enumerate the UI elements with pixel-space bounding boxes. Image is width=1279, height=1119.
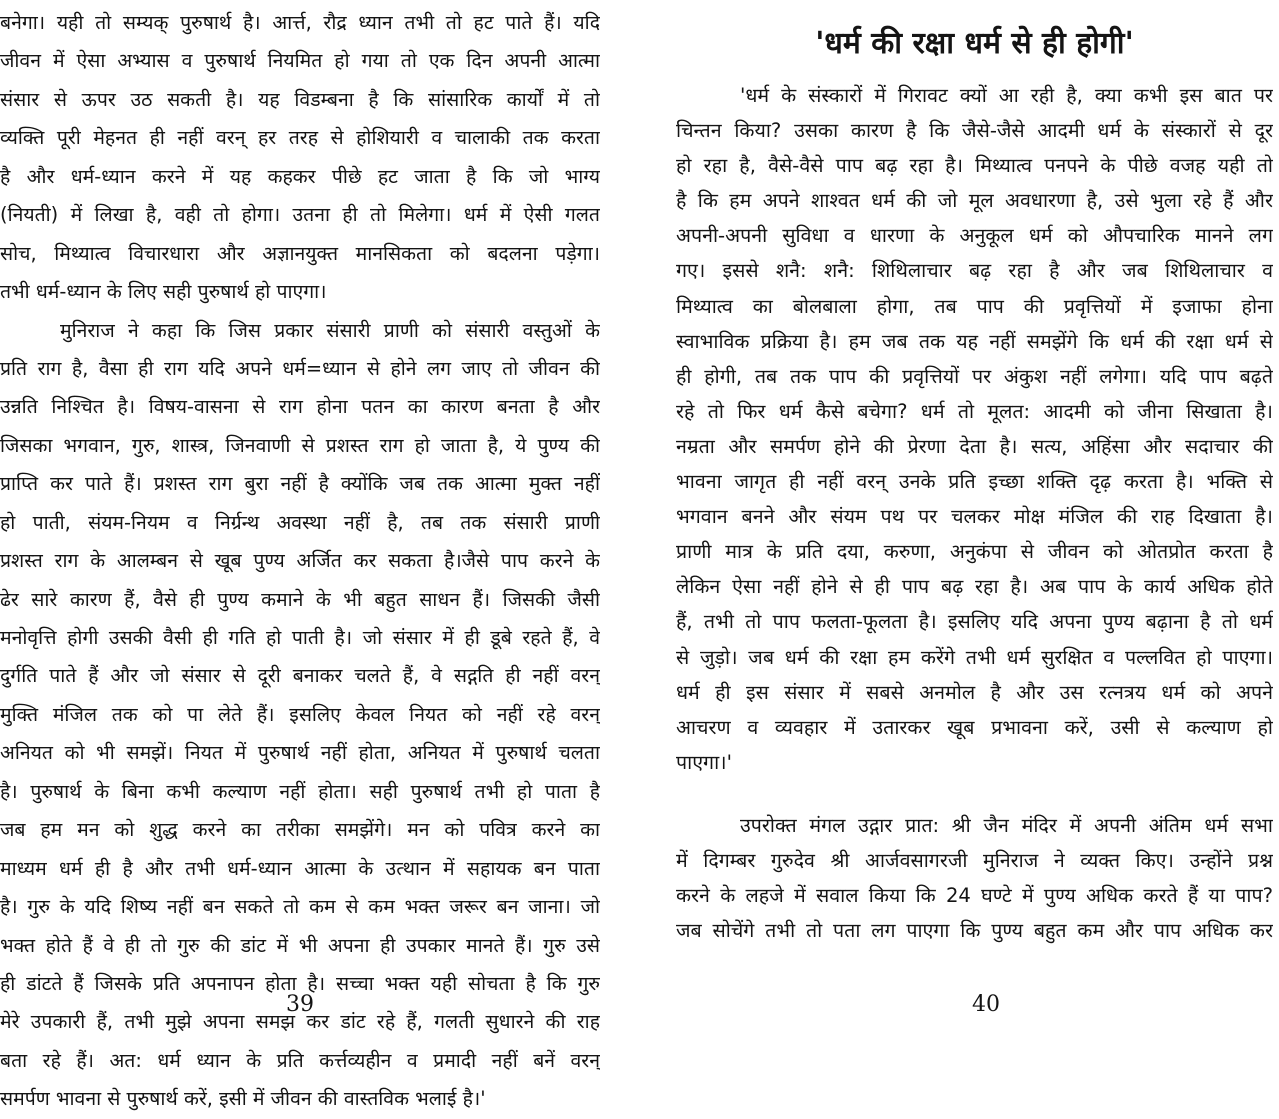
paragraph-start-line: उपरोक्त मंगल उद्गार प्रात: श्री जैन मंदिर में अपनी अंतिम धर्म सभा — [740, 813, 1273, 837]
paragraph-start-line: मुनिराज ने कहा कि जिस प्रकार संसारी प्राणी को संसारी वस्तुओं के — [60, 318, 600, 342]
text-line: (नियती) में लिखा है, वही तो होगा। उतना ही तो मिलेगा। धर्म में ऐसी गलत — [0, 203, 600, 227]
text-line: जिसका भगवान, गुरु, शास्त्र, जिनवाणी से प्रशस्त राग हो जाता है, ये पुण्य की — [0, 433, 600, 457]
text-line: बनेगा। यही तो सम्यक् पुरुषार्थ है। आर्त्त, रौद्र ध्यान तभी तो हट पाते हैं। यदि — [0, 11, 600, 34]
text-line: मेरे उपकारी हैं, तभी मुझे अपना समझ कर डांट रहे हैं, गलती सुधारने की राह — [0, 1010, 600, 1034]
text-line: दुर्गति पाते हैं और जो संसार से दूरी बनाकर चलते हैं, वे सद्गति ही नहीं वरन् — [0, 664, 600, 688]
text-line: अपनी-अपनी सुविधा व धारणा के अनुकूल धर्म को औपचारिक मानने लग — [676, 224, 1273, 248]
text-line: हैं, तभी तो पाप फलता-फूलता है। इसलिए यदि अपना पुण्य बढ़ाना है तो धर्म — [676, 610, 1273, 634]
text-line: मुक्ति मंजिल तक को पा लेते हैं। इसलिए केवल नियत को नहीं रहे वरन् — [0, 702, 600, 726]
text-line: अनियत को भी समझें। नियत में पुरुषार्थ नहीं होता, अनियत में पुरुषार्थ चलता — [0, 741, 600, 765]
text-line: प्रशस्त राग के आलम्बन से खूब पुण्य अर्जित कर सकता है।जैसे पाप करने के — [0, 549, 600, 573]
text-line: बता रहे हैं। अत: धर्म ध्यान के प्रति कर्त्तव्यहीन व प्रमादी नहीं बनें वरन् — [0, 1048, 600, 1072]
text-line: जीवन में ऐसा अभ्यास व पुरुषार्थ नियमित हो गया तो एक दिन अपनी आत्मा — [0, 49, 600, 73]
text-line: पाएगा।' — [676, 750, 732, 774]
text-line: सोच, मिथ्यात्व विचारधारा और अज्ञानयुक्त मानसिकता को बदलना पड़ेगा। — [0, 241, 600, 265]
text-line: धर्म ही इस संसार में सबसे अनमोल है और उस रत्नत्रय धर्म को अपने — [676, 680, 1273, 704]
text-line: चिन्तन किया? उसका कारण है कि जैसे-जैसे आदमी धर्म के संस्कारों से दूर — [676, 119, 1273, 143]
text-line: जब हम मन को शुद्ध करने का तरीका समझेंगे। मन को पवित्र करने का — [0, 818, 600, 842]
text-line: आचरण व व्यवहार में उतारकर खूब प्रभावना करें, उसी से कल्याण हो — [676, 715, 1273, 739]
text-line: ढेर सारे कारण हैं, वैसे ही पुण्य कमाने के भी बहुत साधन हैं। जिसकी जैसी — [0, 587, 600, 611]
text-line: माध्यम धर्म ही है और तभी धर्म-ध्यान आत्मा के उत्थान में सहायक बन पाता — [0, 856, 600, 880]
text-line: में दिगम्बर गुरुदेव श्री आर्जवसागरजी मुनिराज ने व्यक्त किए। उन्होंने प्रश्न — [676, 848, 1273, 872]
article-title: 'धर्म की रक्षा धर्म से ही होगी' — [815, 26, 1134, 61]
text-line: मिथ्यात्व का बोलबाला होगा, तब पाप की प्रवृत्तियों में इजाफा होना — [676, 294, 1273, 318]
text-line: भगवान बनने और संयम पथ पर चलकर मोक्ष मंजिल की राह दिखाता है। — [676, 505, 1273, 529]
text-line: व्यक्ति पूरी मेहनत ही नहीं वरन् हर तरह से होशियारी व चालाकी तक करता — [0, 126, 600, 150]
text-line: भावना जागृत ही नहीं वरन् उनके प्रति इच्छा शक्ति दृढ़ करता है। भक्ति से — [676, 470, 1273, 494]
text-line: है कि हम अपने शाश्वत धर्म की जो मूल अवधारणा है, उसे भुला रहे हैं और — [676, 189, 1273, 213]
left-page-text — [0, 4, 600, 1119]
text-line: से जुड़ो। जब धर्म की रक्षा हम करेंगे तभी धर्म सुरक्षित व पल्लवित हो पाएगा। — [676, 645, 1273, 669]
text-line: हो पाती, संयम-नियम व निर्ग्रन्थ अवस्था नहीं है, तब तक संसारी प्राणी — [0, 510, 600, 534]
text-line: प्राणी मात्र के प्रति दया, करुणा, अनुकंपा से जीवन को ओतप्रोत करता है — [676, 540, 1273, 564]
text-line: स्वाभाविक प्रक्रिया है। हम जब तक यह नहीं समझेंगे कि धर्म की रक्षा धर्म से — [676, 329, 1273, 353]
text-line: जब सोचेंगे तभी तो पता लग पाएगा कि पुण्य बहुत कम और पाप अधिक कर — [676, 919, 1273, 943]
page-number: 39 — [286, 992, 314, 1017]
text-line: ही होगी, तब तक पाप की प्रवृत्तियों पर अंकुश नहीं लगेगा। यदि पाप बढ़ते — [676, 364, 1273, 388]
right-page — [676, 0, 1273, 1043]
text-line: समर्पण भावना से पुरुषार्थ करें, इसी में जीवन की वास्तविक भलाई है।' — [0, 1087, 486, 1111]
text-line: ही डांटते हैं जिसके प्रति अपनापन होता है। सच्चा भक्त यही सोचता है कि गुरु — [0, 971, 600, 995]
right-page-text — [676, 78, 1273, 948]
text-line: भक्त होते हैं वे ही तो गुरु की डांट में भी अपना ही उपकार मानते हैं। गुरु उसे — [0, 933, 600, 957]
text-line: रहे तो फिर धर्म कैसे बचेगा? धर्म तो मूलत: आदमी को जीना सिखाता है। — [676, 399, 1273, 423]
text-line: संसार से ऊपर उठ सकती है। यह विडम्बना है कि सांसारिक कार्यों में तो — [0, 87, 600, 111]
page-number: 40 — [972, 992, 1000, 1017]
text-line: उन्नति निश्चित है। विषय-वासना से राग होना पतन का कारण बनता है और — [0, 395, 600, 419]
text-line: गए। इससे शनै: शनै: शिथिलाचार बढ़ रहा है और जब शिथिलाचार व — [676, 259, 1273, 283]
text-line: है और धर्म-ध्यान करने में यह कहकर पीछे हट जाता है कि जो भाग्य — [0, 164, 600, 188]
text-line: प्राप्ति कर पाते हैं। प्रशस्त राग बुरा नहीं है क्योंकि जब तक आत्मा मुक्त नहीं — [0, 472, 600, 496]
text-line: नम्रता और समर्पण होने की प्रेरणा देता है। सत्य, अहिंसा और सदाचार की — [676, 434, 1273, 458]
text-line: लेकिन ऐसा नहीं होने से ही पाप बढ़ रहा है। अब पाप के कार्य अधिक होते — [676, 575, 1273, 599]
text-line: प्रति राग है, वैसा ही राग यदि अपने धर्म=ध्यान से होने लग जाए तो जीवन की — [0, 356, 600, 380]
text-line: तभी धर्म-ध्यान के लिए सही पुरुषार्थ हो पाएगा। — [0, 280, 327, 304]
text-line: है। गुरु के यदि शिष्य नहीं बन सकते तो कम से कम भक्त जरूर बन जाना। जो — [0, 895, 600, 919]
text-line: हो रहा है, वैसे-वैसे पाप बढ़ रहा है। मिथ्यात्व पनपने के पीछे वजह यही तो — [676, 154, 1273, 178]
paragraph-start-line: 'धर्म के संस्कारों में गिरावट क्यों आ रही है, क्या कभी इस बात पर — [740, 84, 1273, 107]
text-line: मनोवृत्ति होगी उसकी वैसी ही गति हो पाती है। जो संसार में ही डूबे रहते हैं, वे — [0, 626, 600, 649]
left-page — [0, 0, 600, 1111]
paragraph-gap — [676, 780, 1273, 808]
text-line: है। पुरुषार्थ के बिना कभी कल्याण नहीं होता। सही पुरुषार्थ तभी हो पाता है — [0, 779, 600, 803]
text-line: करने के लहजे में सवाल किया कि 24 घण्टे में पुण्य अधिक करते हैं या पाप? — [676, 884, 1273, 908]
